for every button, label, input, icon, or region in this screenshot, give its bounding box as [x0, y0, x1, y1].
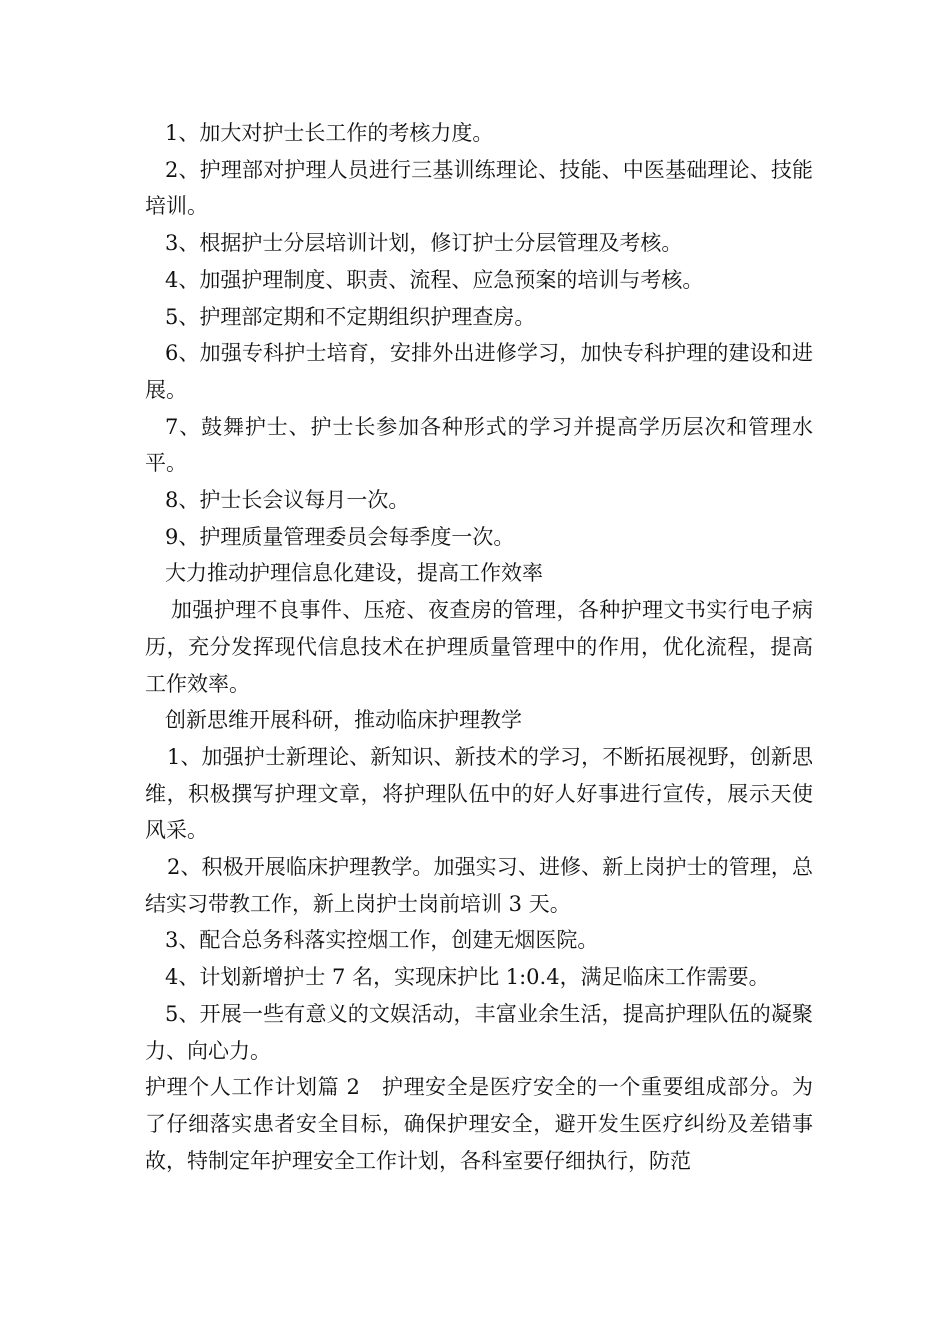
- paragraph-5: 5、护理部定期和不定期组织护理查房。: [165, 304, 536, 329]
- section-heading-research: 创新思维开展科研，推动临床护理教学: [165, 708, 522, 733]
- paragraph-2: 2、护理部对护理人员进行三基训练理论、技能、中医基础理论、技能培训。: [145, 157, 813, 219]
- paragraph-1: 1、加大对护士长工作的考核力度。: [165, 121, 494, 145]
- paragraph-9: 9、护理质量管理委员会每季度一次。: [165, 524, 515, 549]
- paragraph-6: 6、加强专科护士培育，安排外出进修学习，加快专科护理的建设和进展。: [145, 341, 813, 402]
- paragraph-research-1: 1、加强护士新理论、新知识、新技术的学习，不断拓展视野，创新思维，积极撰写护理文章，将护理队伍中的好人好事进行宣传，展示天使风采。: [145, 744, 813, 843]
- paragraph-8: 8、护士长会议每月一次。: [165, 488, 410, 513]
- document-body: [145, 115, 813, 1179]
- paragraph-research-4: 4、计划新增护士 7 名，实现床护比 1:0.4，满足临床工作需要。: [165, 965, 770, 990]
- paragraph-3: 3、根据护士分层培训计划，修订护士分层管理及考核。: [165, 231, 683, 256]
- paragraph-7: 7、鼓舞护士、护士长参加各种形式的学习并提高学历层次和管理水平。: [145, 414, 813, 476]
- paragraph-research-2: 2、积极开展临床护理教学。加强实习、进修、新上岗护士的管理，总结实习带教工作，新上岗护士岗前培训 3 天。: [145, 855, 813, 916]
- paragraph-informatization: 加强护理不良事件、压疮、夜查房的管理，各种护理文书实行电子病历，充分发挥现代信息技术在护理质量管理中的作用，优化流程，提高工作效率。: [145, 598, 813, 696]
- paragraph-research-5: 5、开展一些有意义的文娱活动，丰富业余生活，提高护理队伍的凝聚力、向心力。: [145, 1001, 813, 1063]
- section-heading-informatization: 大力推动护理信息化建设，提高工作效率: [165, 561, 543, 586]
- paragraph-plan-2: 护理个人工作计划篇 2 护理安全是医疗安全的一个重要组成部分。为了仔细落实患者安全目标，确保护理安全，避开发生医疗纠纷及差错事故，特制定年护理安全工作计划，各科室要仔细执行，防范: [145, 1075, 813, 1173]
- paragraph-4: 4、加强护理制度、职责、流程、应急预案的培训与考核。: [165, 267, 704, 292]
- paragraph-research-3: 3、配合总务科落实控烟工作，创建无烟医院。: [165, 928, 599, 953]
